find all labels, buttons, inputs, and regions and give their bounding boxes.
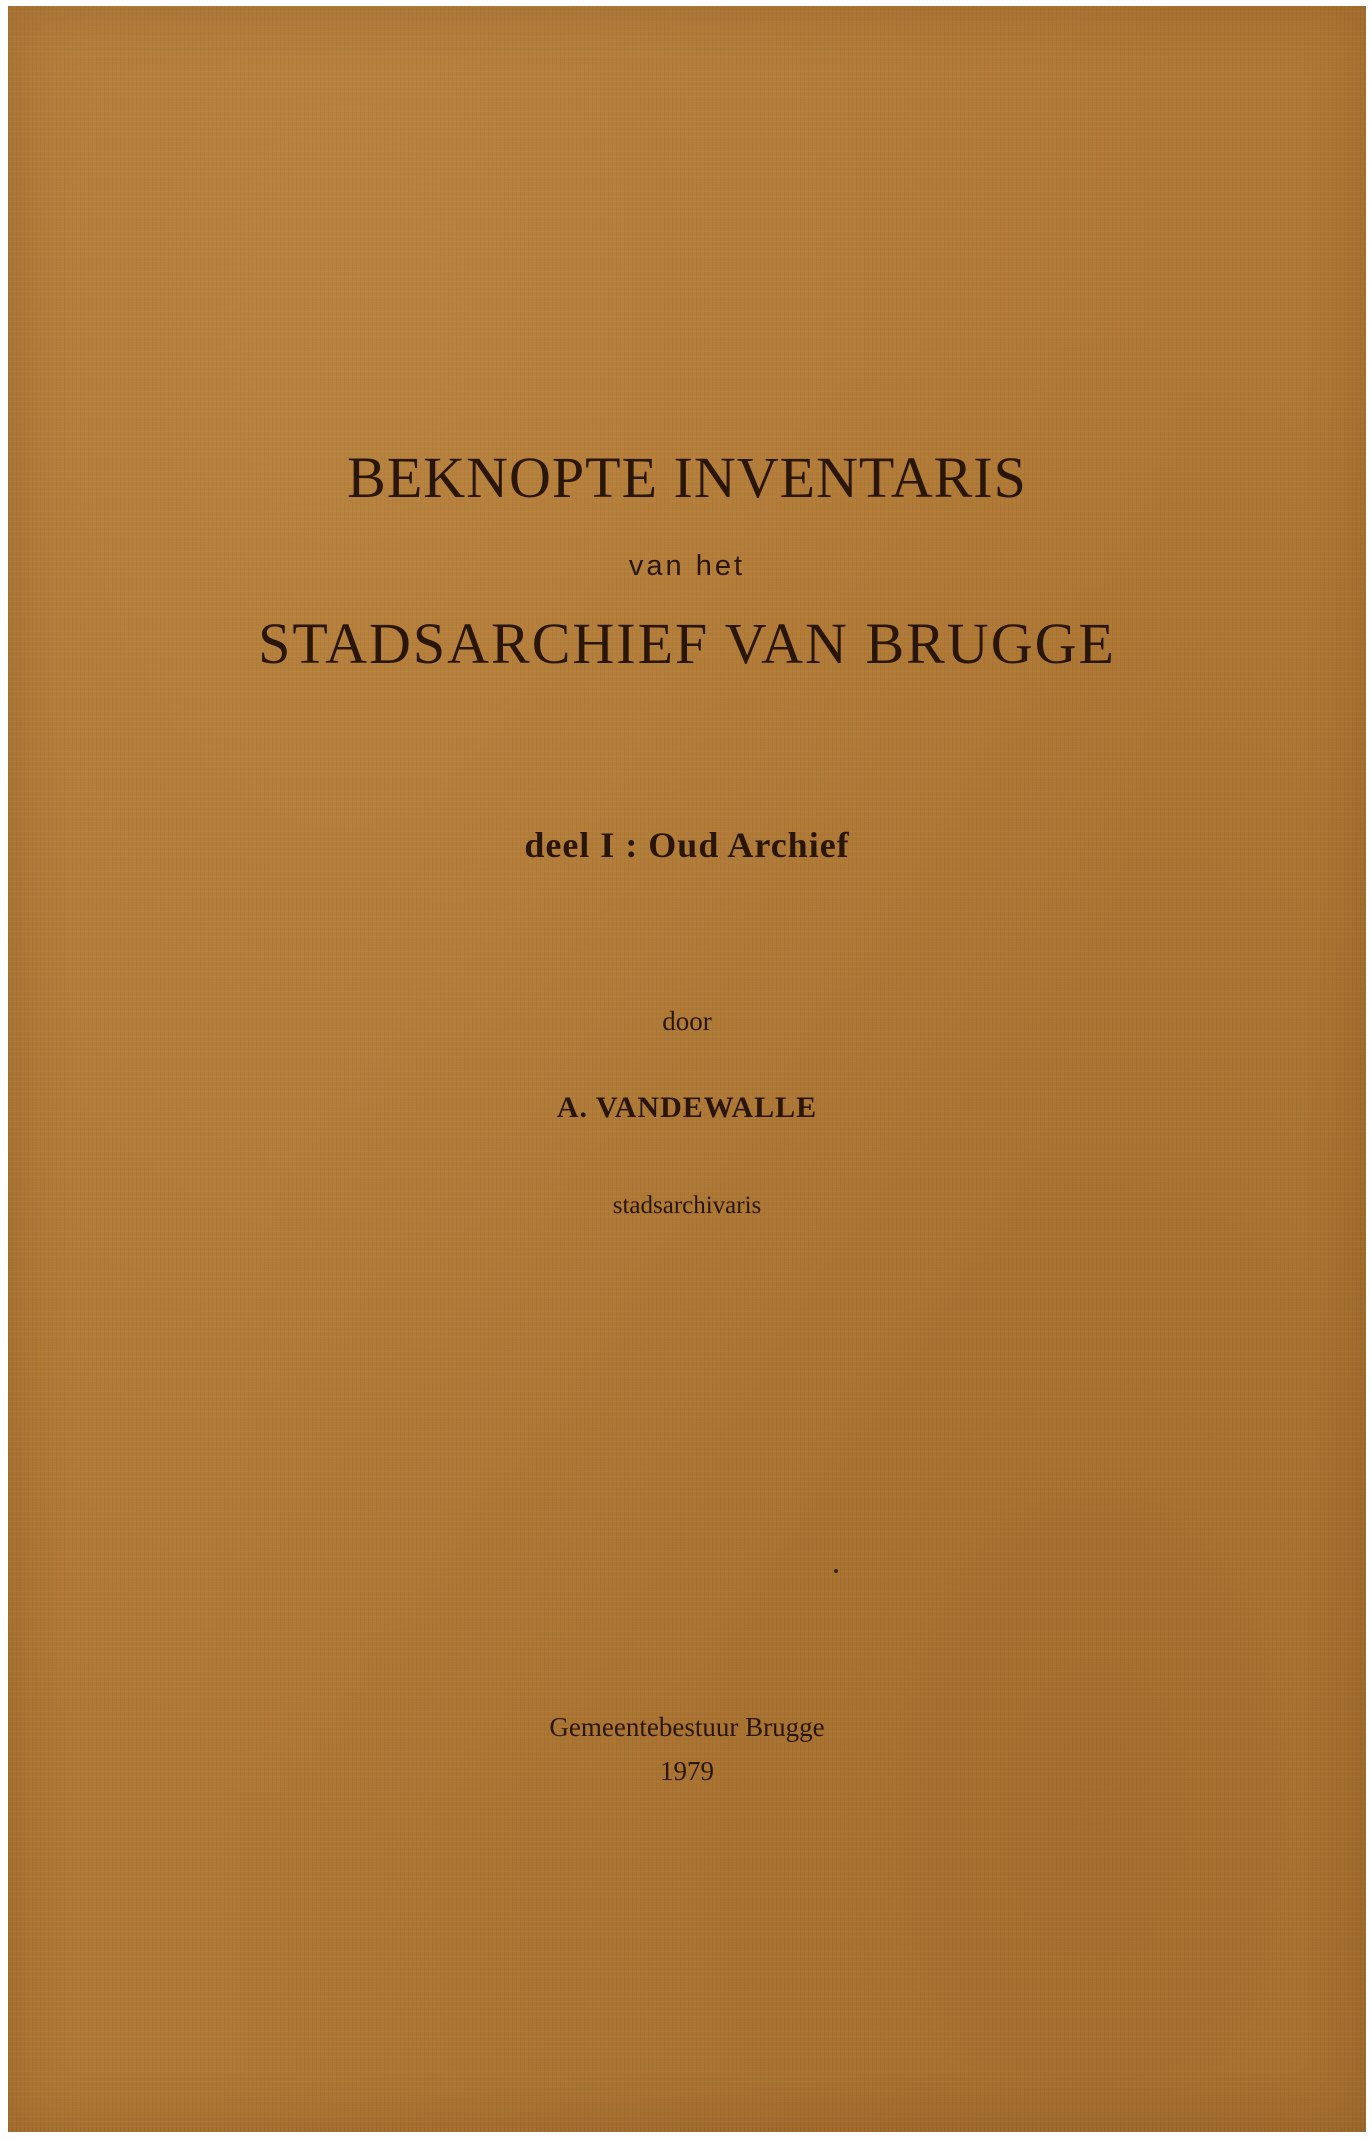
- publisher-name: Gemeentebestuur Brugge: [549, 1712, 825, 1742]
- title-line-1: BEKNOPTE INVENTARIS: [347, 445, 1027, 510]
- book-cover: [8, 6, 1366, 2132]
- volume-subtitle: deel I : Oud Archief: [524, 825, 850, 865]
- publication-year: 1979: [660, 1756, 714, 1786]
- author-name: A. VANDEWALLE: [556, 1091, 818, 1124]
- title-line-2: STADSARCHIEF VAN BRUGGE: [258, 611, 1116, 676]
- author-role: stadsarchivaris: [612, 1192, 762, 1219]
- paper-speck: [834, 1569, 838, 1573]
- by-label: door: [662, 1006, 712, 1036]
- title-connector: van het: [628, 550, 746, 582]
